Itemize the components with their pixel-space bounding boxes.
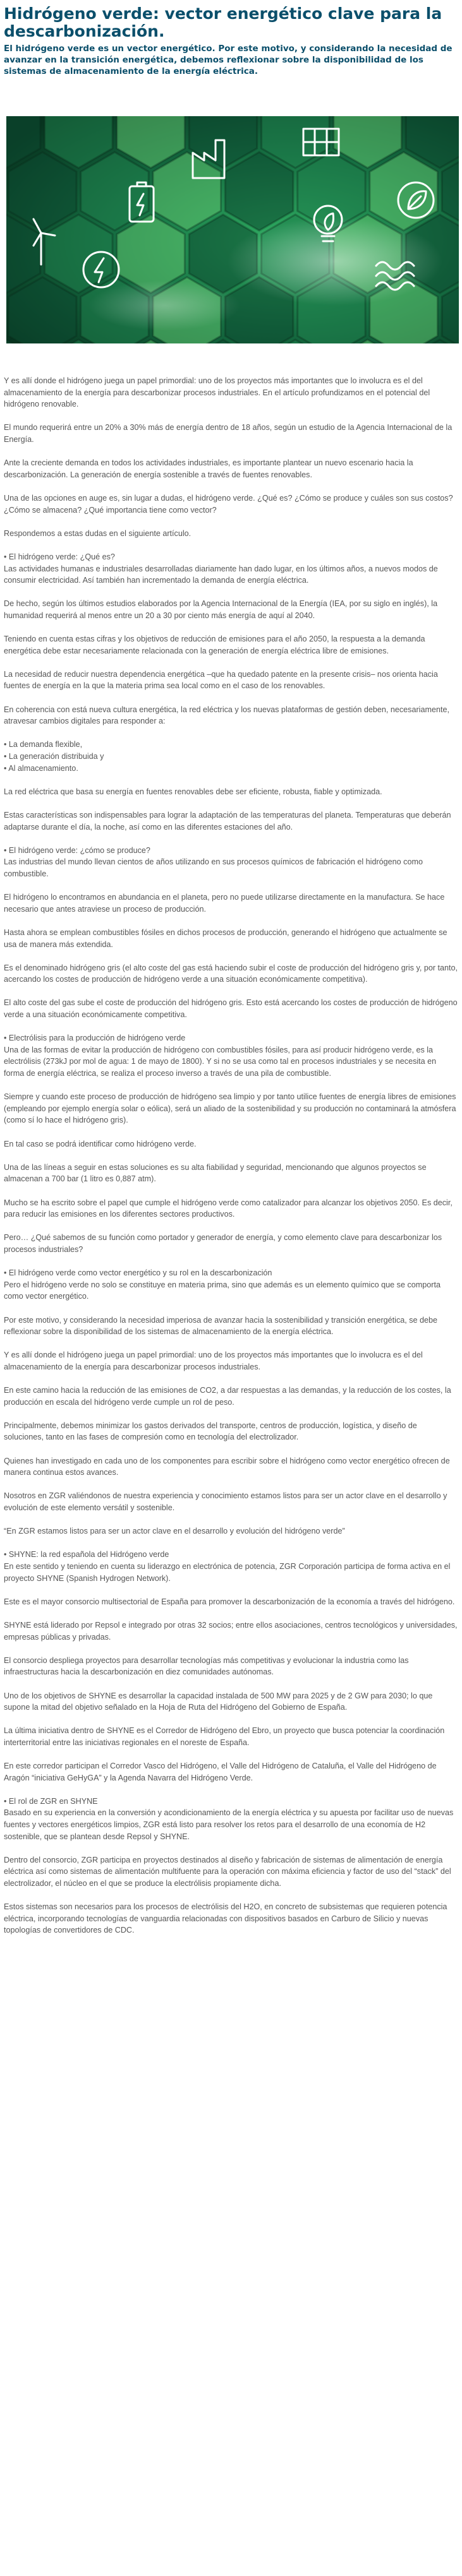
paragraph-line: Pero el hidrógeno verde no solo se constituye en materia prima, sino que además es un elemento químico que se comporta como vector energético. bbox=[4, 1280, 441, 1301]
paragraph-line: Estos sistemas son necesarios para los procesos de electrólisis del H2O, en concreto de subsistemas que requieren potencia eléctrica, incorporando tecnologías de vanguardia relacionadas con dispositivos basados en Carburo de Silicio y nuevas topologías de convertidores de CDC. bbox=[4, 1902, 447, 1935]
paragraph-line: Respondemos a estas dudas en el siguiente artículo. bbox=[4, 528, 191, 538]
paragraph-line: En coherencia con está nueva cultura energética, la red eléctrica y los nuevas plataformas de gestión deben, necesariamente, atravesar cambios digitales para responder a: bbox=[4, 705, 449, 726]
paragraph-line: El hidrógeno lo encontramos en abundancia en el planeta, pero no puede utilizarse directamente en la manufactura. Se hace necesario que antes atraviese un proceso de producción. bbox=[4, 893, 445, 914]
article-paragraph bbox=[4, 1349, 458, 1373]
paragraph-line: Dentro del consorcio, ZGR participa en proyectos destinados al diseño y fabricación de sistemas de alimentación de energía eléctrica así como sistemas de alimentación multifuente para la operación con máxima eficiencia y factor de uso del “stack” del electrolizador, el núcleo en el que se produce la electrólisis propiamente dicha. bbox=[4, 1855, 451, 1888]
article-paragraph bbox=[4, 1232, 458, 1255]
paragraph-line: El mundo requerirá entre un 20% a 30% más de energía dentro de 18 años, según un estudio de la Agencia Internacional de la Energía. bbox=[4, 423, 453, 444]
hero-image bbox=[6, 116, 459, 343]
article-paragraph bbox=[4, 1854, 458, 1890]
article-paragraph bbox=[4, 704, 458, 727]
paragraph-line: • La demanda flexible, bbox=[4, 740, 83, 749]
paragraph-line: Pero… ¿Qué sabemos de su función como portador y generador de energía, y como elemento clave para descarbonizar los procesos industriales? bbox=[4, 1233, 442, 1254]
article-paragraph bbox=[4, 997, 458, 1020]
paragraph-line: La necesidad de reducir nuestra dependencia energética –que ha quedado patente en la presente crisis– nos orienta hacia fuentes de energía en la que la materia prima sea local como en el caso de los renovables. bbox=[4, 669, 438, 691]
article-paragraph bbox=[4, 669, 458, 692]
paragraph-line: En este corredor participan el Corredor Vasco del Hidrógeno, el Valle del Hidrógeno de Cataluña, el Valle del Hidrógeno de Aragón “iniciativa GeHyGA” y la Agenda Navarra del Hidrógeno Verde. bbox=[4, 1762, 437, 1782]
article-paragraph bbox=[4, 927, 458, 950]
article-paragraph bbox=[4, 962, 458, 986]
paragraph-line: Mucho se ha escrito sobre el papel que cumple el hidrógeno verde como catalizador para alcanzar los objetivos 2050. Es decir, para reducir las emisiones en los diferentes sectores productivos. bbox=[4, 1198, 453, 1219]
article-paragraph bbox=[4, 375, 458, 410]
article-paragraph bbox=[4, 492, 458, 516]
article-paragraph bbox=[4, 1138, 458, 1150]
article-paragraph bbox=[4, 1315, 458, 1338]
paragraph-line: • El hidrógeno verde: ¿Qué es? bbox=[4, 552, 115, 561]
paragraph-line: Las actividades humanas e industriales desarrolladas diariamente han dado lugar, en los últimos años, a nuevos modos de consumir electricidad. Así también han incrementado la demanda de energía eléctrica. bbox=[4, 564, 438, 585]
paragraph-line: Siempre y cuando este proceso de producción de hidrógeno sea limpio y por tanto utilice fuentes de energía libres de emisiones (empleando por ejemplo energía solar o eólica), será un aliado de la sostenibilidad y su producción no contaminará la atmósfera (como sí lo hace el hidrógeno gris). bbox=[4, 1092, 456, 1125]
paragraph-line: • El hidrógeno verde: ¿cómo se produce? bbox=[4, 845, 150, 855]
paragraph-line: Quienes han investigado en cada uno de los componentes para escribir sobre el hidrógeno como vector energético ofrecen de manera continua estos avances. bbox=[4, 1456, 450, 1477]
article-paragraph bbox=[4, 786, 458, 798]
paragraph-line: Es el denominado hidrógeno gris (el alto coste del gas está haciendo subir el coste de producción del hidrógeno gris y, por tanto, acercando los costes de producción de hidrógeno verde a una situación económicamente competitiva). bbox=[4, 963, 458, 984]
article-paragraph bbox=[4, 891, 458, 915]
paragraph-line: El consorcio despliega proyectos para desarrollar tecnologías más competitivas y evolucionar la industria como las infraestructuras hacia la descarbonización en diez comunidades autónomas. bbox=[4, 1655, 409, 1677]
article-paragraph bbox=[4, 1267, 458, 1303]
article-lead: El hidrógeno verde es un vector energético. Por este motivo, y considerando la necesidad de avanzar en la transición energética, debemos reflexionar sobre la disponibilidad de los sistemas de almacenamiento de la energía eléctrica. bbox=[4, 44, 453, 76]
article-title: Hidrógeno verde: vector energético clave para la descarbonización. bbox=[4, 4, 442, 40]
article-paragraph bbox=[4, 1725, 458, 1748]
paragraph-line: “En ZGR estamos listos para ser un actor clave en el desarrollo y evolución del hidrógeno verde” bbox=[4, 1527, 345, 1536]
paragraph-line: Principalmente, debemos minimizar los gastos derivados del transporte, centros de producción, logística, y diseño de soluciones, tanto en las fases de compresión como en tecnología del electrolizador. bbox=[4, 1421, 417, 1442]
article-paragraph bbox=[4, 422, 458, 445]
paragraph-line: Las industrias del mundo llevan cientos de años utilizando en sus procesos químicos de fabricación el hidrógeno como combustible. bbox=[4, 857, 423, 878]
paragraph-line: La red eléctrica que basa su energía en fuentes renovables debe ser eficiente, robusta, fiable y optimizada. bbox=[4, 787, 382, 796]
article-paragraph bbox=[4, 739, 458, 774]
article-paragraph bbox=[4, 457, 458, 480]
article-paragraph bbox=[4, 1197, 458, 1220]
paragraph-line: • El rol de ZGR en SHYNE bbox=[4, 1796, 98, 1806]
article-paragraph bbox=[4, 1690, 458, 1714]
article-paragraph bbox=[4, 1901, 458, 1936]
article-paragraph bbox=[4, 1162, 458, 1185]
article-paragraph bbox=[4, 1619, 458, 1643]
article-paragraph bbox=[4, 1420, 458, 1443]
paragraph-line: • Al almacenamiento. bbox=[4, 763, 78, 773]
article-paragraph bbox=[4, 845, 458, 880]
paragraph-line: Uno de los objetivos de SHYNE es desarrollar la capacidad instalada de 500 MW para 2025 y de 2 GW para 2030; lo que supone la mitad del objetivo señalado en la Hoja de Ruta del Hidrógeno del Gobierno de España. bbox=[4, 1691, 433, 1712]
paragraph-line: Teniendo en cuenta estas cifras y los objetivos de reducción de emisiones para el año 2050, la respuesta a la demanda energética debe estar necesariamente relacionada con la generación de energía eléctrica libre de emisiones. bbox=[4, 635, 425, 655]
article-paragraph bbox=[4, 1091, 458, 1126]
paragraph-line: En este sentido y teniendo en cuenta su liderazgo en electrónica de potencia, ZGR Corporación participa de forma activa en el proyecto SHYNE (Spanish Hydrogen Network). bbox=[4, 1561, 451, 1583]
paragraph-line: Y es allí donde el hidrógeno juega un papel primordial: uno de los proyectos más importantes que lo involucra es el del almacenamiento de la energía para descarbonizar procesos industriales. bbox=[4, 1351, 423, 1371]
paragraph-line: Una de las formas de evitar la producción de hidrógeno con combustibles fósiles, para así producir hidrógeno verde, es la electrólisis (273kJ por mol de agua: 1 de mayo de 1800). Y si no se usa como tal en procesos industriales y se necesita en forma de energía eléctrica, se realiza el proceso inverso a través de una pila de combustible. bbox=[4, 1045, 437, 1078]
paragraph-line: • Electrólisis para la producción de hidrógeno verde bbox=[4, 1034, 186, 1043]
article-body bbox=[4, 375, 458, 1936]
article-paragraph bbox=[4, 1455, 458, 1479]
paragraph-line: • La generación distribuida y bbox=[4, 752, 104, 761]
paragraph-line: Estas características son indispensables para lograr la adaptación de las temperaturas del planeta. Temperaturas que deberán adaptarse durante el día, la noche, así como en las diferentes estaciones del año. bbox=[4, 810, 451, 832]
paragraph-line: En este camino hacia la reducción de las emisiones de CO2, a dar respuestas a las demandas, y la reducción de los costes, la producción en escala del hidrógeno verde cumple un rol de peso. bbox=[4, 1386, 451, 1407]
article-paragraph bbox=[4, 1385, 458, 1408]
article-paragraph bbox=[4, 809, 458, 833]
paragraph-line: Una de las líneas a seguir en estas soluciones es su alta fiabilidad y seguridad, mencionando que algunos proyectos se almacenan a 700 bar (1 litro es 0,887 atm). bbox=[4, 1162, 427, 1184]
paragraph-line: • SHYNE: la red española del Hidrógeno verde bbox=[4, 1550, 169, 1559]
paragraph-line: Nosotros en ZGR valiéndonos de nuestra experiencia y conocimiento estamos listos para ser un actor clave en el desarrollo y evolución de este elemento versátil y sostenible. bbox=[4, 1491, 447, 1512]
paragraph-line: Ante la creciente demanda en todos los actividades industriales, es importante plantear un nuevo escenario hacia la descarbonización. La generación de energía sostenible a través de fuentes renovables. bbox=[4, 458, 413, 479]
article-paragraph bbox=[4, 551, 458, 587]
article-paragraph bbox=[4, 528, 458, 540]
paragraph-line: Por este motivo, y considerando la necesidad imperiosa de avanzar hacia la sostenibilidad y transición energética, se debe reflexionar sobre la disponibilidad de los sistemas de almacenamiento de la energía eléctrica. bbox=[4, 1315, 438, 1337]
paragraph-line: De hecho, según los últimos estudios elaborados por la Agencia Internacional de la Energía (IEA, por su siglo en inglés), la humanidad requerirá al menos entre un 20 a 30 por ciento más energía de aquí al 2040. bbox=[4, 599, 438, 620]
paragraph-line: • El hidrógeno verde como vector energético y su rol en la descarbonización bbox=[4, 1268, 272, 1278]
article-paragraph bbox=[4, 1796, 458, 1842]
paragraph-line: El alto coste del gas sube el coste de producción del hidrógeno gris. Esto está acercando los costes de producción de hidrógeno verde a una situación económicamente competitiva. bbox=[4, 998, 458, 1020]
article-paragraph bbox=[4, 1549, 458, 1584]
article-paragraph bbox=[4, 1032, 458, 1079]
article-paragraph bbox=[4, 633, 458, 657]
article-paragraph bbox=[4, 1490, 458, 1513]
article-paragraph bbox=[4, 1760, 458, 1784]
paragraph-line: La última iniciativa dentro de SHYNE es el Corredor de Hidrógeno del Ebro, un proyecto que busca potenciar la coordinación interterritorial entre las iniciativas regionales en el noreste de España. bbox=[4, 1726, 445, 1747]
paragraph-line: En tal caso se podrá identificar como hidrógeno verde. bbox=[4, 1139, 197, 1148]
article-paragraph bbox=[4, 1596, 458, 1608]
article-paragraph bbox=[4, 598, 458, 621]
paragraph-line: Basado en su experiencia en la conversión y acondicionamiento de la energía eléctrica y su apuesta por facilitar uso de nuevas fuentes y vectores energéticos limpios, ZGR está listo para resolver los retos para el desarrollo de una economía de H2 sostenible, que se plantean desde Repsol y SHYNE. bbox=[4, 1808, 454, 1841]
article-paragraph bbox=[4, 1655, 458, 1678]
paragraph-line: SHYNE está liderado por Repsol e integrado por otras 32 socios; entre ellos asociaciones, centros tecnológicos y universidades, empresas públicas y privadas. bbox=[4, 1620, 458, 1642]
paragraph-line: Y es allí donde el hidrógeno juega un papel primordial: uno de los proyectos más importantes que lo involucra es el del almacenamiento de la energía para descarbonizar procesos industriales. En el artículo profundizamos en el potencial del hidrógeno renovable. bbox=[4, 376, 430, 409]
article-paragraph bbox=[4, 1525, 458, 1537]
paragraph-line: Hasta ahora se emplean combustibles fósiles en dichos procesos de producción, generando el hidrógeno que actualmente se usa de manera más extendida. bbox=[4, 927, 447, 949]
paragraph-line: Una de las opciones en auge es, sin lugar a dudas, el hidrógeno verde. ¿Qué es? ¿Cómo se produce y cuáles son sus costos? ¿Cómo se almacena? ¿Qué importancia tiene como vector? bbox=[4, 493, 453, 515]
paragraph-line: Este es el mayor consorcio multisectorial de España para promover la descarbonización de la economía a través del hidrógeno. bbox=[4, 1597, 455, 1606]
